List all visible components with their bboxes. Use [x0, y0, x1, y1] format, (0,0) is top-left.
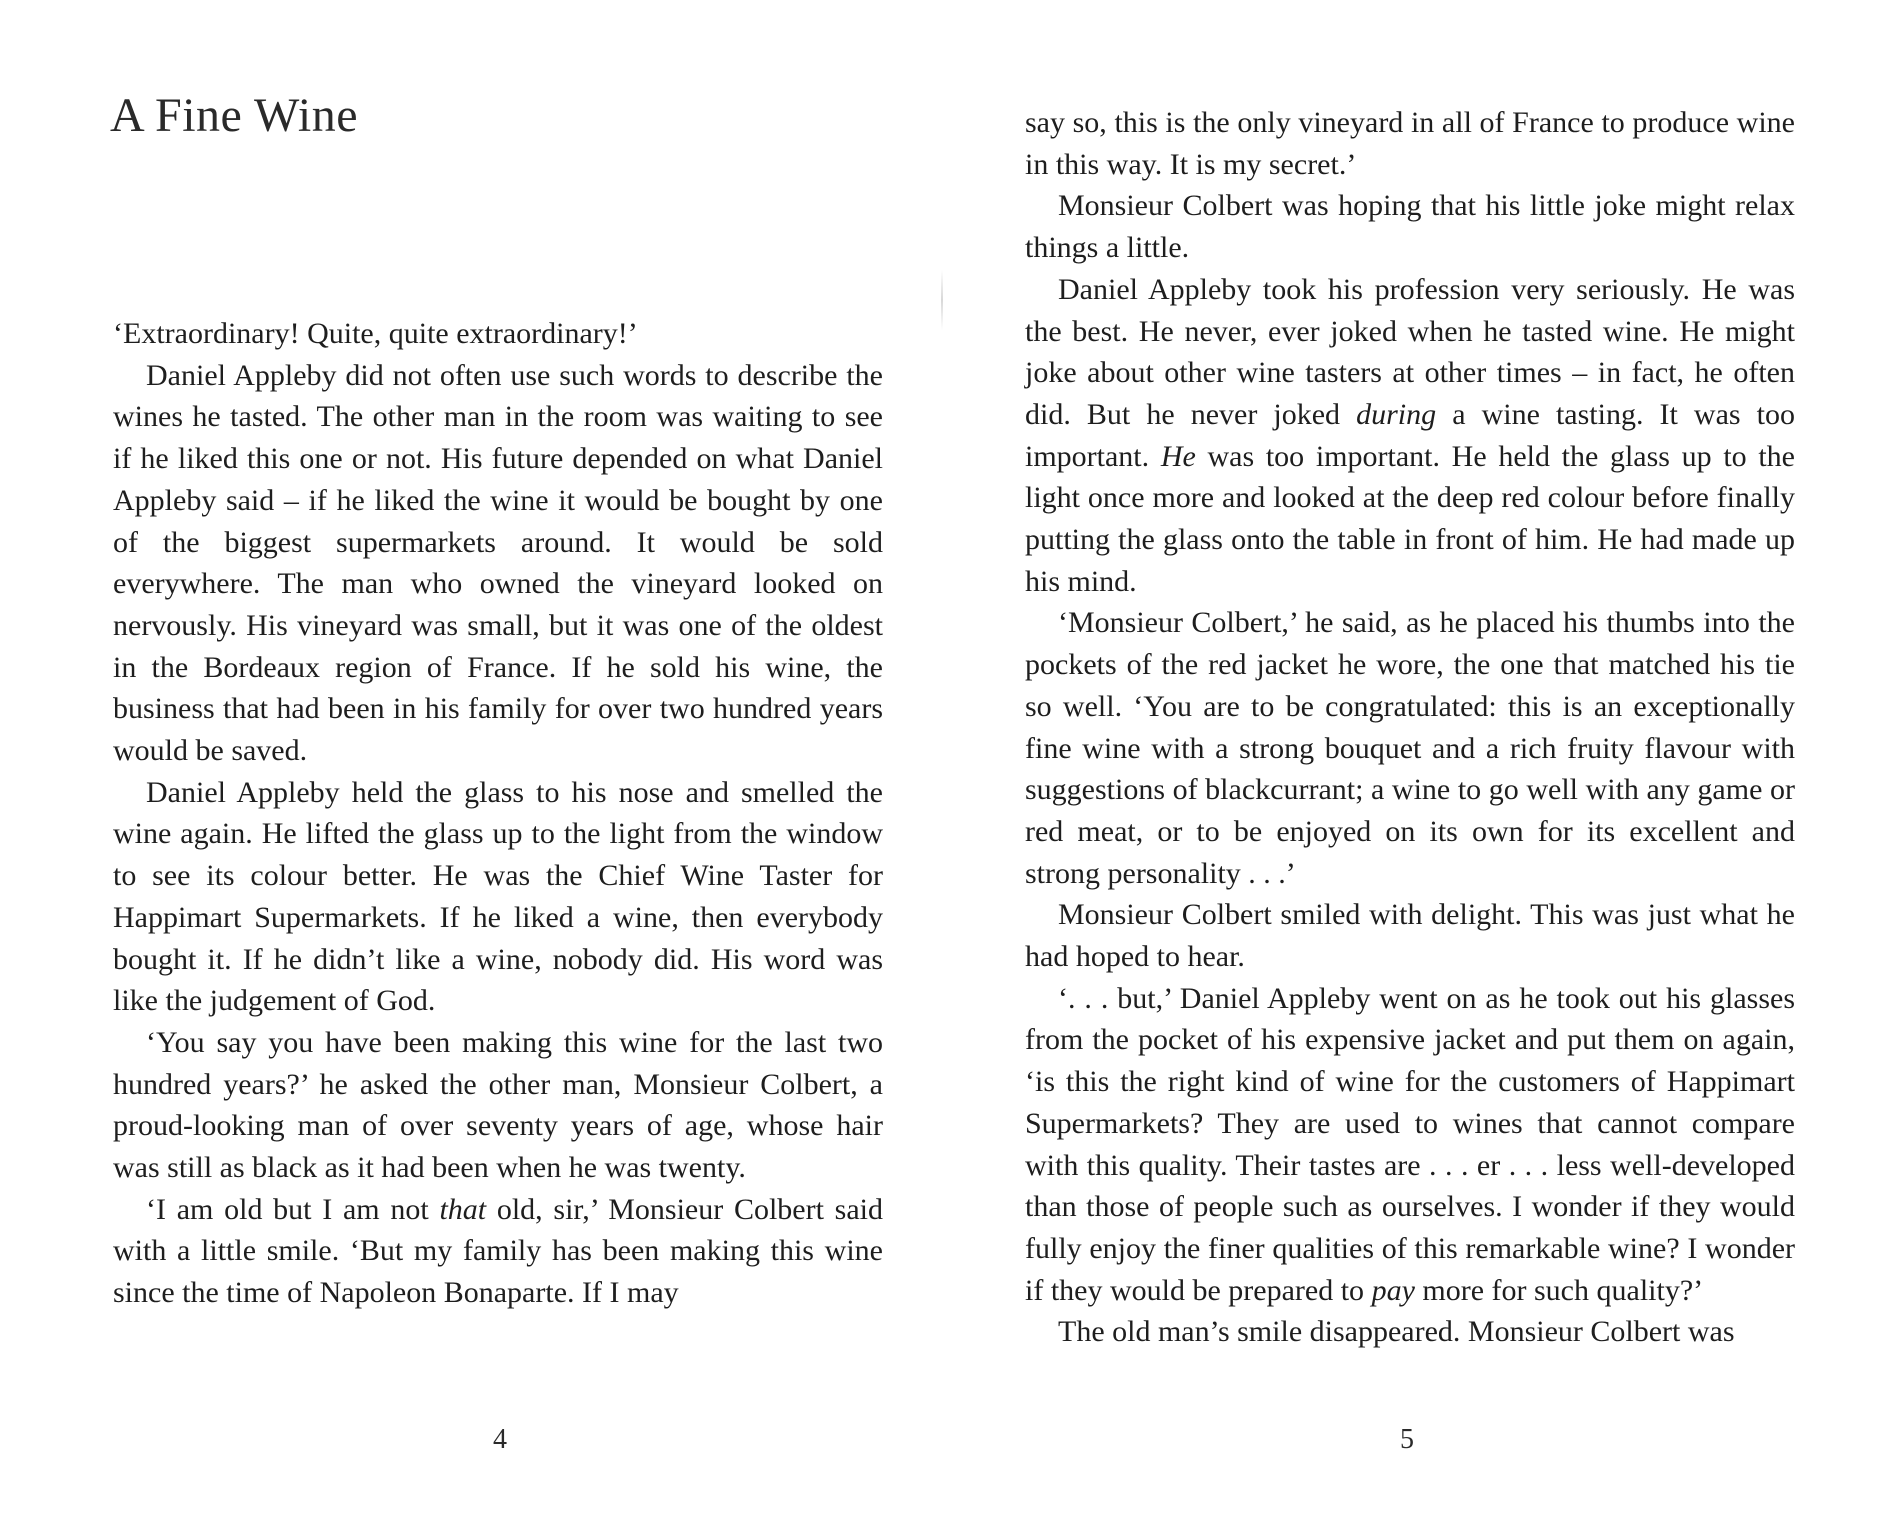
paragraph	[1025, 269, 1795, 603]
text-run: Monsieur Colbert was hoping that his little joke might relax things a little.	[1025, 189, 1795, 265]
page-number-left: 4	[493, 1424, 507, 1455]
text-run: was too important. He held the glass up to the light once more and looked at the deep red colour before finally putting the glass onto the table in front of him. He had made up his mind.	[1025, 439, 1795, 598]
italic-text: pay	[1371, 1273, 1415, 1307]
paragraph	[1025, 185, 1795, 268]
left-page-text	[113, 313, 883, 1314]
italic-text: during	[1356, 397, 1437, 431]
page-number-right: 5	[1400, 1424, 1414, 1455]
paragraph	[113, 772, 883, 1022]
paragraph	[1025, 102, 1795, 185]
paragraph	[1025, 1311, 1795, 1353]
text-run: ‘Monsieur Colbert,’ he said, as he placed his thumbs into the pockets of the red jacket he wore, the one that matched his tie so well. ‘You are to be congratulated: this is an exceptionally fine wine with a strong bouquet and a rich fruity flavour with suggestions of blackcurrant; a wine to go well with any game or red meat, or to be enjoyed on its own for its excellent and strong personality . . .’	[1025, 606, 1795, 890]
text-run: Daniel Appleby took his profession very seriously. He was the best. He never, ever joked when he tasted wine. He might joke about other wine tasters at other times – in fact, he often did. But he never joked	[1025, 272, 1795, 431]
text-run: Daniel Appleby did not often use such words to describe the wines he tasted. The other man in the room was waiting to see if he liked this one or not. His future depended on what Daniel Appleby said – if he liked the wine it would be bought by one of the biggest supermarkets around. It would be sold everywhere. The man who owned the vineyard looked on nervously. His vineyard was small, but it was one of the oldest in the Bordeaux region of France. If he sold his wine, the business that had been in his family for over two hundred years would be saved.	[113, 358, 883, 768]
paragraph	[1025, 602, 1795, 894]
text-run: a wine tasting. It was too important.	[1025, 397, 1795, 473]
text-run: Monsieur Colbert smiled with delight. This was just what he had hoped to hear.	[1025, 898, 1795, 974]
paragraph	[1025, 978, 1795, 1312]
paragraph	[113, 313, 883, 355]
text-run: The old man’s smile disappeared. Monsieur Colbert was	[1058, 1315, 1735, 1349]
text-run: say so, this is the only vineyard in all of France to produce wine in this way. It is my secret.’	[1025, 106, 1795, 181]
paragraph	[113, 1022, 883, 1189]
text-run: Daniel Appleby held the glass to his nose and smelled the wine again. He lifted the glass up to the light from the window to see its colour better. He was the Chief Wine Taster for Happimart Supermarkets. If he liked a wine, then everybody bought it. If he didn’t like a wine, nobody did. His word was like the judgement of God.	[113, 775, 883, 1018]
text-run: more for such quality?’	[1414, 1273, 1704, 1307]
text-run: ‘. . . but,’ Daniel Appleby went on as he took out his glasses from the pocket of his expensive jacket and put them on again, ‘is this the right kind of wine for the customers of Happimart Supermarkets? They are used to wines that cannot compare with this quality. Their tastes are . . . er . . . less well-developed than those of people such as ourselves. I wonder if they would fully enjoy the finer qualities of this remarkable wine? I wonder if they would be prepared to	[1025, 981, 1795, 1307]
italic-text: He	[1160, 439, 1196, 473]
paragraph	[1025, 894, 1795, 977]
text-run: old, sir,’ Monsieur Colbert said with a little smile. ‘But my family has been making this wine since the time of Napoleon Bonaparte. If I may	[113, 1192, 883, 1310]
paragraph	[113, 355, 883, 772]
text-run: ‘You say you have been making this wine for the last two hundred years?’ he asked the other man, Monsieur Colbert, a proud-looking man of over seventy years of age, whose hair was still as black as it had been when he was twenty.	[113, 1025, 883, 1185]
chapter-title: A Fine Wine	[110, 89, 359, 142]
text-run: ‘Extraordinary! Quite, quite extraordinary!’	[113, 317, 638, 350]
right-page-text	[1025, 102, 1795, 1353]
text-run: ‘I am old but I am not	[146, 1192, 440, 1226]
right-page	[945, 0, 1890, 1530]
paragraph	[113, 1189, 883, 1314]
italic-text: that	[439, 1192, 487, 1226]
